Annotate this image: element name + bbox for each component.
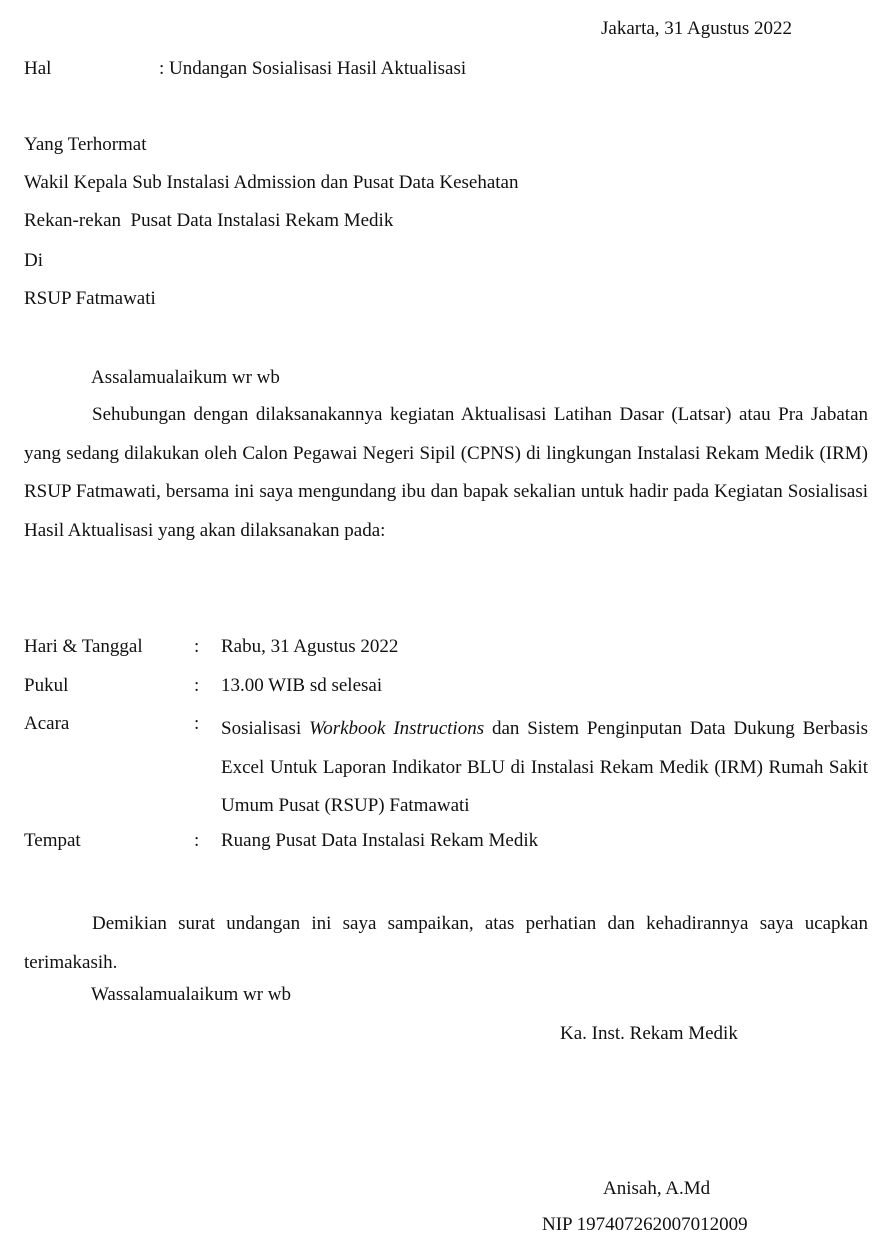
- signer-title: Ka. Inst. Rekam Medik: [560, 1023, 738, 1044]
- greeting: Assalamualaikum wr wb: [91, 367, 280, 388]
- farewell: Wassalamualaikum wr wb: [91, 984, 292, 1005]
- detail-colon: :: [194, 675, 200, 696]
- detail-value-time: 13.00 WIB sd selesai: [221, 675, 383, 696]
- letter-date: Jakarta, 31 Agustus 2022: [601, 18, 793, 39]
- closing-paragraph: [24, 905, 868, 982]
- body-intro-text: Sehubungan dengan dilaksanakannya kegiatan Aktualisasi Latihan Dasar (Latsar) atau Pra Jabatan yang sedang dilakukan oleh Calon Pegawai Negeri Sipil (CPNS) di lingkungan Instalasi Rekam Medik (IRM) RSUP Fatmawati, bersama ini saya mengundang ibu dan bapak sekalian untuk hadir pada Kegiatan Sosialisasi Hasil Aktualisasi yang akan dilaksanakan pada:: [24, 404, 868, 541]
- detail-label-day: Hari & Tanggal: [24, 636, 143, 657]
- detail-value-event: [221, 710, 868, 826]
- detail-label-place: Tempat: [24, 830, 81, 851]
- signer-nip: NIP 197407262007012009: [542, 1214, 748, 1235]
- subject-value: : Undangan Sosialisasi Hasil Aktualisasi: [159, 58, 467, 79]
- signer-name: Anisah, A.Md: [603, 1178, 711, 1199]
- recipient-line: Rekan-rekan Pusat Data Instalasi Rekam Medik: [24, 210, 394, 231]
- recipient-salutation: Yang Terhormat: [24, 134, 147, 155]
- detail-value-day: Rabu, 31 Agustus 2022: [221, 636, 399, 657]
- recipient-line: Di: [24, 250, 43, 271]
- detail-colon: :: [194, 713, 200, 734]
- body-paragraph: [24, 396, 868, 550]
- detail-label-time: Pukul: [24, 675, 69, 696]
- event-text-italic: Workbook Instructions: [309, 718, 485, 739]
- recipient-line: RSUP Fatmawati: [24, 288, 156, 309]
- event-text-pre: Sosialisasi: [221, 718, 302, 739]
- closing-text: Demikian surat undangan ini saya sampaikan, atas perhatian dan kehadirannya saya ucapkan terimakasih.: [24, 913, 868, 973]
- recipient-line: Wakil Kepala Sub Instalasi Admission dan Pusat Data Kesehatan: [24, 172, 519, 193]
- subject-label: Hal: [24, 58, 52, 79]
- detail-colon: :: [194, 636, 200, 657]
- detail-colon: :: [194, 830, 200, 851]
- event-text-post: dan Sistem Penginputan Data Dukung Berbasis Excel Untuk Laporan Indikator BLU di Instalasi Rekam Medik (IRM) Rumah Sakit Umum Pusat (RSUP) Fatmawati: [221, 718, 869, 816]
- detail-label-event: Acara: [24, 713, 70, 734]
- detail-value-place: Ruang Pusat Data Instalasi Rekam Medik: [221, 830, 539, 851]
